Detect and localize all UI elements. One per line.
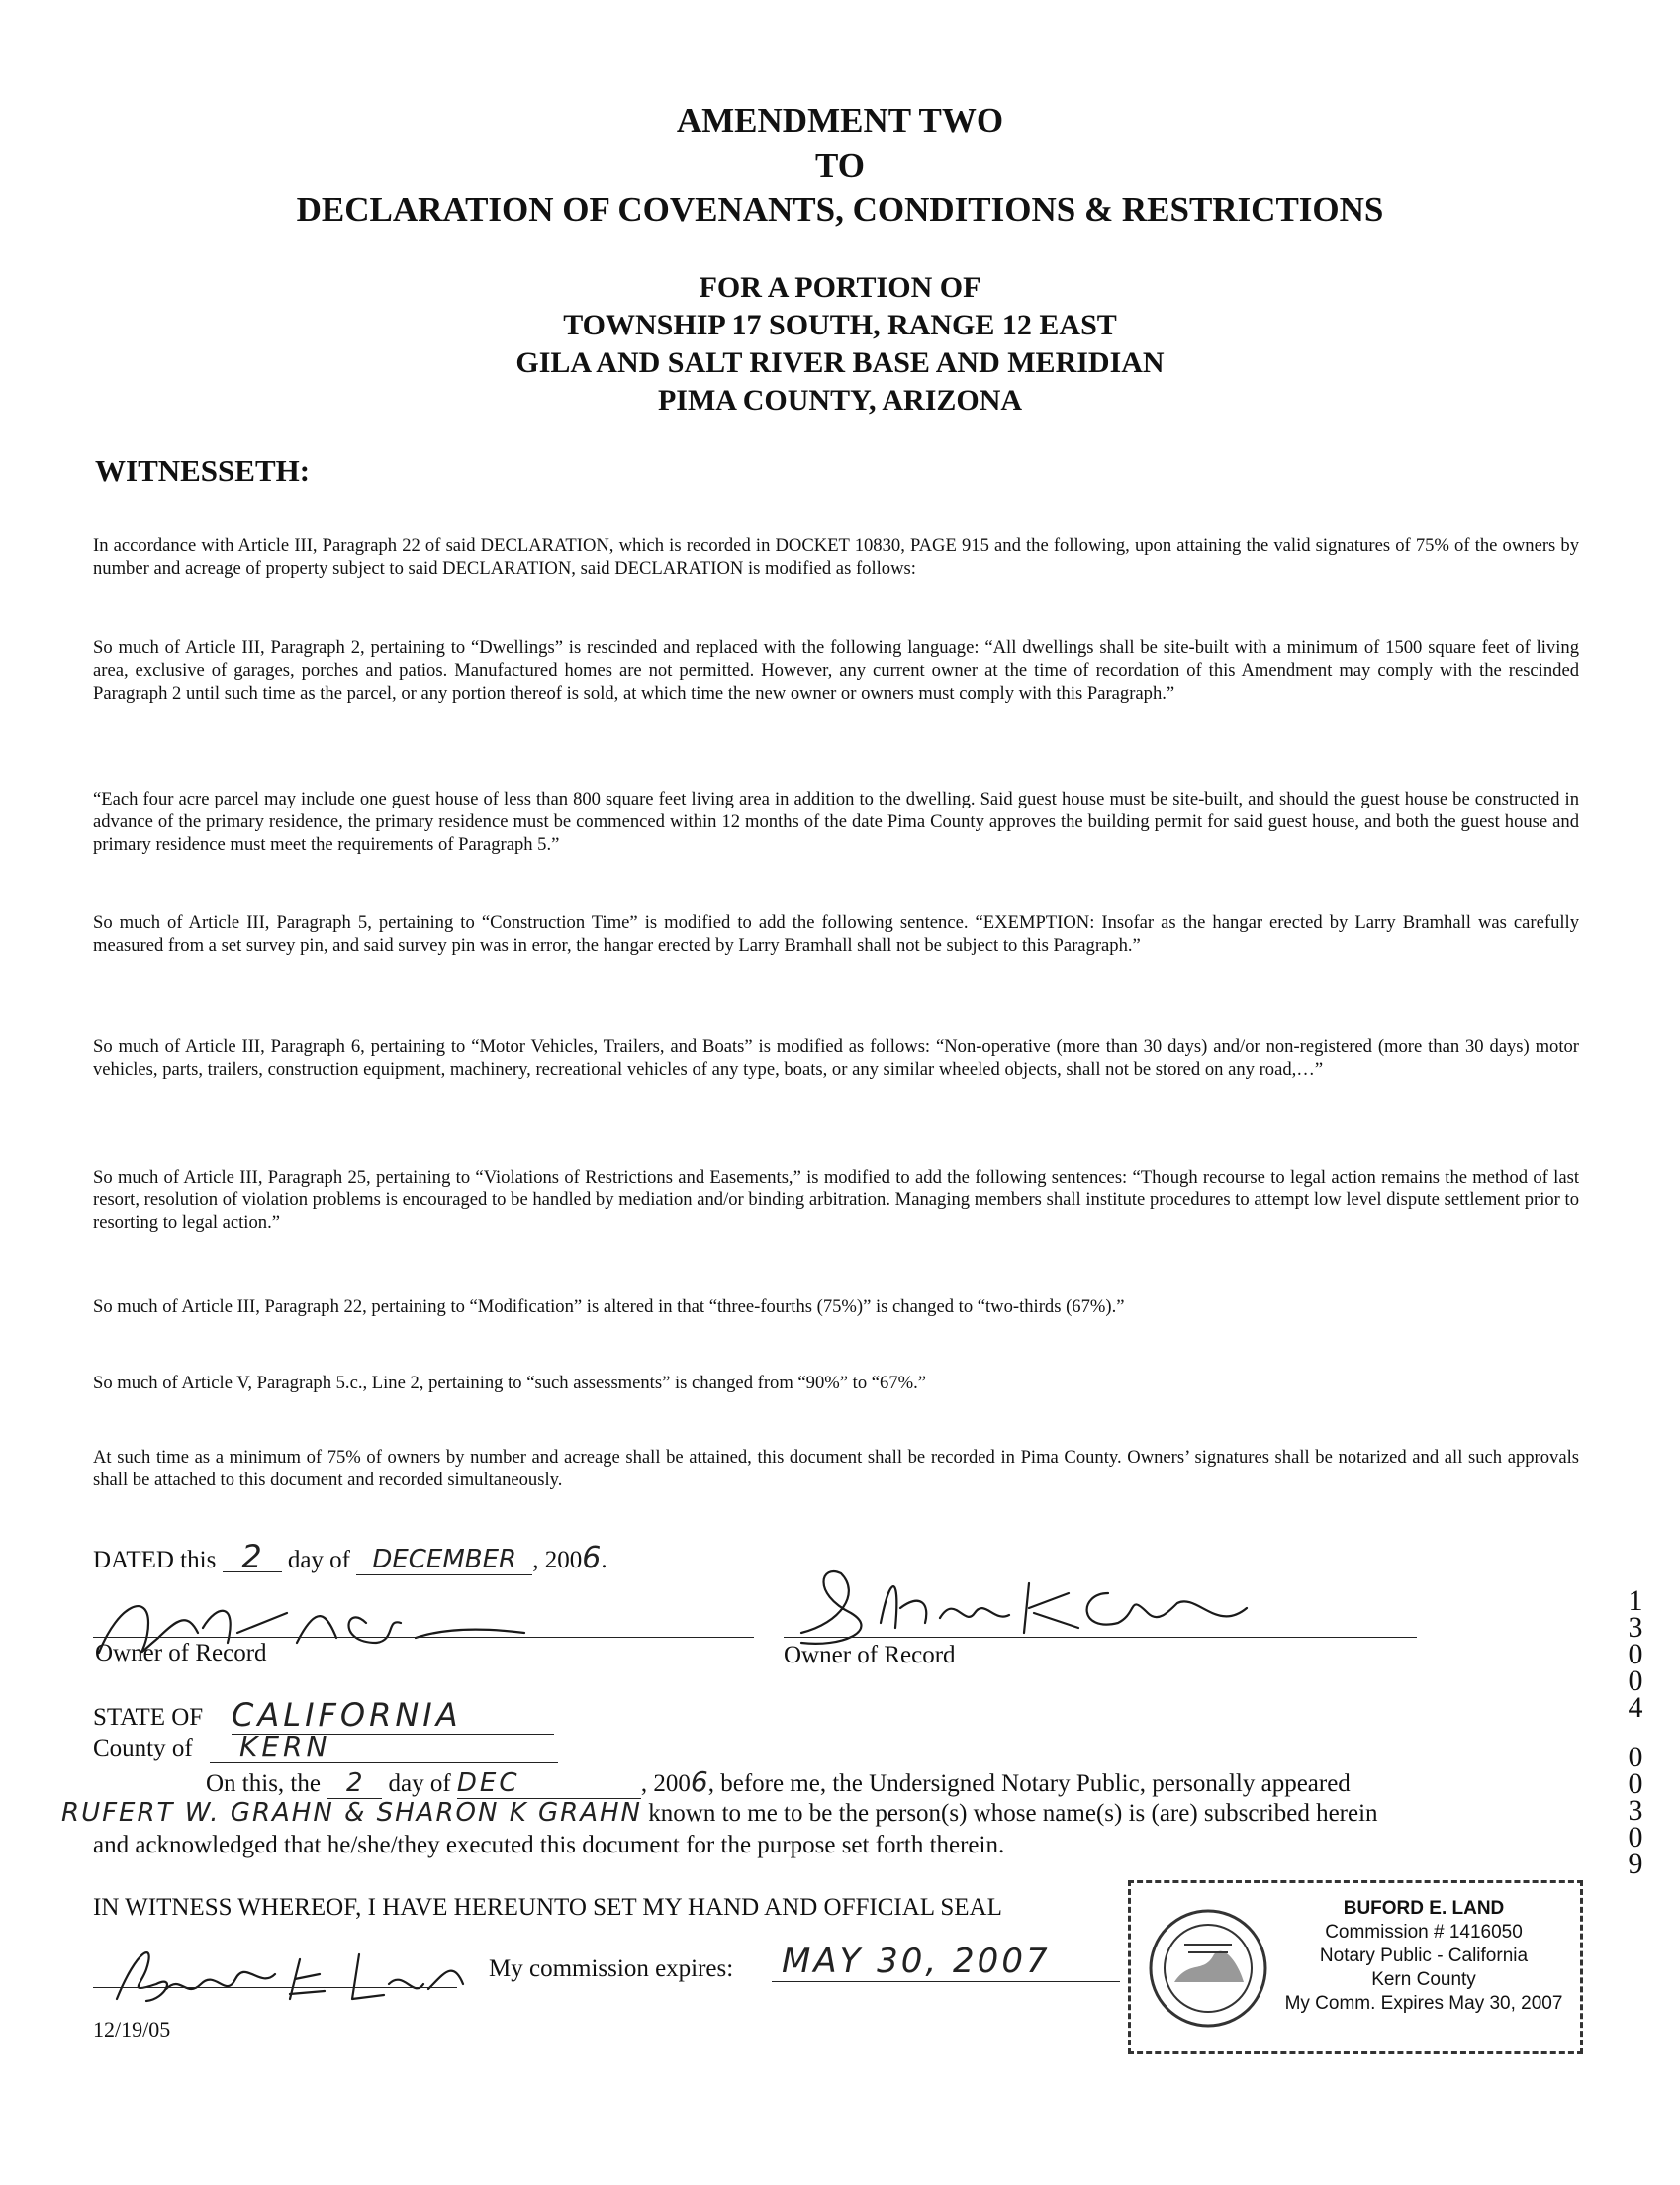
commission-value: MAY 30, 2007 — [772, 1942, 1120, 1982]
subtitle-line-2: TOWNSHIP 17 SOUTH, RANGE 12 EAST — [563, 309, 1117, 341]
title-line-2: TO — [815, 146, 865, 185]
dated-month: DECEMBER — [356, 1545, 532, 1575]
side-digit: 3 — [1628, 1611, 1643, 1644]
notary-ack: and acknowledged that he/she/they executed this document for the purpose set forth therein. — [93, 1832, 1005, 1858]
side-digit: 0 — [1628, 1741, 1643, 1773]
notary-signature-line — [93, 1987, 457, 1988]
dated-year-prefix: , 200 — [532, 1547, 583, 1573]
side-number-bottom — [1619, 1741, 1652, 1880]
side-number-top — [1619, 1584, 1652, 1724]
notary-stamp — [1128, 1880, 1583, 2054]
paragraph-7: So much of Article III, Paragraph 22, pertaining to “Modification” is altered in that “three-fourths (75%)” is changed to “two-thirds (67%).” — [93, 1296, 1125, 1317]
side-digit: 4 — [1628, 1691, 1643, 1724]
notary-year-digit: 6 — [690, 1765, 708, 1798]
title-line-3: DECLARATION OF COVENANTS, CONDITIONS & RESTRICTIONS — [296, 190, 1384, 229]
notary-on-this: On this, the — [206, 1770, 321, 1797]
paragraph-2: So much of Article III, Paragraph 2, pertaining to “Dwellings” is rescinded and replaced with the following language: “All dwellings shall be site-built with a minimum of 1500 square feet of living area, exclusive of garages, porches and patios. Manufactured homes are not permitted. However, any current owner at the time of recordation of this Amendment may comply with the rescinded Paragraph 2 until such time as the parcel, or any portion thereof is sold, at which time the new owner or owners must comply with this Paragraph.” — [93, 637, 1579, 704]
stamp-expires: My Comm. Expires May 30, 2007 — [1284, 1993, 1563, 2014]
owner-signature-line-1 — [93, 1637, 754, 1638]
side-digit: 3 — [1628, 1794, 1643, 1827]
paragraph-9: At such time as a minimum of 75% of owners by number and acreage shall be attained, this document shall be recorded in Pima County. Owners’ signatures shall be notarized and all such approvals shall be attached to this document and recorded simultaneously. — [93, 1447, 1579, 1490]
paragraph-5: So much of Article III, Paragraph 6, pertaining to “Motor Vehicles, Trailers, and Boats” is modified as follows: “Non-operative (more than 30 days) and/or non-registered (more than 30 days) motor vehicles, parts, trailers, construction equipment, machinery, recreational vehicles of any type, boats, or any similar wheeled objects, shall not be stored on any road,…” — [93, 1036, 1579, 1080]
paragraph-4: So much of Article III, Paragraph 5, pertaining to “Construction Time” is modified to add the following sentence. “EXEMPTION: Insofar as the hangar erected by Larry Bramhall was carefully measured from a set survey pin, and said survey pin was in error, the hangar erected by Larry Bramhall shall not be subject to this Paragraph.” — [93, 912, 1579, 956]
witnesseth-heading: WITNESSETH: — [95, 453, 311, 488]
stamp-commission: Commission # 1416050 — [1325, 1922, 1523, 1943]
state-value: CALIFORNIA — [232, 1696, 554, 1735]
side-digit: 0 — [1628, 1821, 1643, 1853]
dated-line — [93, 1538, 726, 1575]
county-label: County of — [93, 1735, 193, 1761]
commission-label: My commission expires: — [489, 1955, 734, 1982]
stamp-title: Notary Public - California — [1319, 1946, 1529, 1966]
county-value: KERN — [210, 1730, 558, 1763]
owner-label-1: Owner of Record — [95, 1640, 267, 1666]
notary-date-line — [206, 1767, 1351, 1799]
subtitle-line-4: PIMA COUNTY, ARIZONA — [657, 384, 1023, 417]
paragraph-8: So much of Article V, Paragraph 5.c., Line 2, pertaining to “such assessments” is changed from “90%” to “67%.” — [93, 1373, 927, 1393]
notary-before-me: , before me, the Undersigned Notary Public, personally appeared — [707, 1770, 1351, 1797]
stamp-county: Kern County — [1371, 1969, 1476, 1990]
stamp-name: BUFORD E. LAND — [1343, 1898, 1505, 1919]
dated-year-digit: 6 — [582, 1541, 602, 1575]
dated-mid: day of — [287, 1547, 350, 1573]
notary-names-line — [61, 1798, 1378, 1829]
side-digit: 1 — [1628, 1584, 1643, 1617]
side-digit: 0 — [1628, 1664, 1643, 1697]
title-line-1: AMENDMENT TWO — [676, 101, 1004, 140]
notary-month: DEC — [457, 1768, 641, 1799]
notary-names: RUFERT W. GRAHN & SHARON K GRAHN — [61, 1798, 643, 1828]
state-label: STATE OF — [93, 1704, 204, 1731]
footer-date: 12/19/05 — [93, 2017, 171, 2042]
side-digit: 0 — [1628, 1638, 1643, 1670]
dated-day: 2 — [223, 1542, 282, 1572]
notary-signature — [87, 1930, 503, 2019]
side-digit: 0 — [1628, 1767, 1643, 1800]
notary-known: known to me to be the person(s) whose name(s) is (are) subscribed herein — [648, 1800, 1378, 1827]
notary-day: 2 — [327, 1768, 382, 1799]
side-digit: 9 — [1628, 1848, 1643, 1880]
subtitle-line-1: FOR A PORTION OF — [699, 271, 981, 304]
dated-end: . — [601, 1547, 607, 1573]
notary-year-prefix: , 200 — [640, 1770, 691, 1797]
notary-witness: IN WITNESS WHEREOF, I HAVE HEREUNTO SET MY HAND AND OFFICIAL SEAL — [93, 1894, 1002, 1921]
notary-day-of: day of — [388, 1770, 451, 1797]
paragraph-3: “Each four acre parcel may include one guest house of less than 800 square feet living area in addition to the dwelling. Said guest house must be site-built, and should the guest house be constructed in advance of the primary residence, the primary residence must be commenced within 12 months of the date Pima County approves the building permit for said guest house, and both the guest house and primary residence must meet the requirements of Paragraph 5.” — [93, 789, 1579, 855]
paragraph-1: In accordance with Article III, Paragraph 22 of said DECLARATION, which is recorded in DOCKET 10830, PAGE 915 and the following, upon attaining the valid signatures of 75% of the owners by number and acreage of property subject to said DECLARATION, said DECLARATION is modified as follows: — [93, 535, 1579, 579]
subtitle-line-3: GILA AND SALT RIVER BASE AND MERIDIAN — [515, 346, 1165, 379]
notary-seal-icon — [1145, 1905, 1271, 2032]
owner-label-2: Owner of Record — [784, 1642, 956, 1668]
dated-prefix: DATED this — [93, 1547, 217, 1573]
paragraph-6: So much of Article III, Paragraph 25, pertaining to “Violations of Restrictions and Easements,” is modified to add the following sentences: “Though recourse to legal action remains the method of last resort, resolution of violation problems is encouraged to be handled by mediation and/or binding arbitration. Managing members shall institute procedures to attempt low level dispute settlement prior to resorting to legal action.” — [93, 1167, 1579, 1233]
owner-signature-line-2 — [784, 1637, 1417, 1638]
